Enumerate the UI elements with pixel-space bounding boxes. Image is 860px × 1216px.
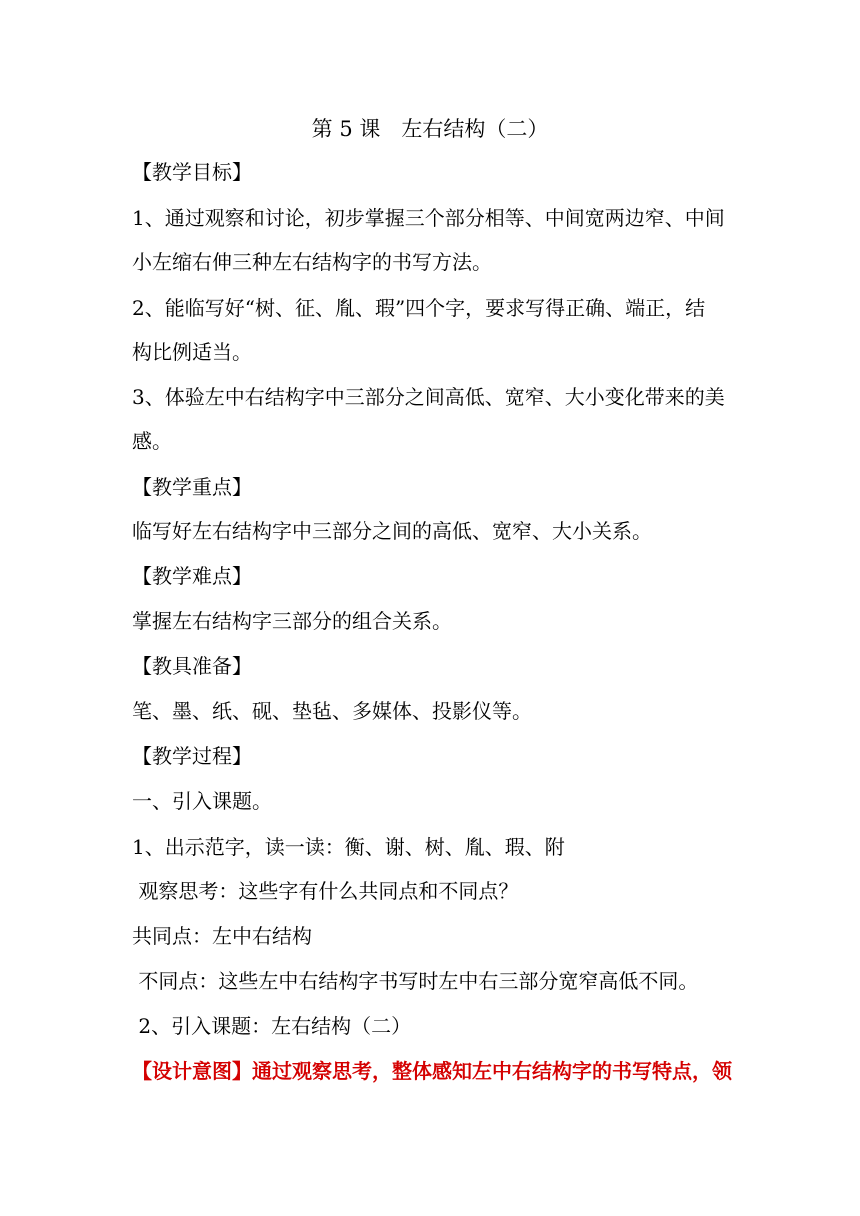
process-common: 共同点：左中右结构 (132, 924, 312, 948)
difficulties-text: 掌握左右结构字三部分的组合关系。 (132, 609, 452, 633)
process-observe: 观察思考：这些字有什么共同点和不同点？ (132, 879, 519, 903)
process-item-2: 2、引入课题：左右结构（二） (132, 1014, 412, 1038)
objective-2-line-2: 构比例适当。 (132, 340, 252, 364)
design-intent: 【设计意图】通过观察思考，整体感知左中右结构字的书写特点，领 (132, 1059, 732, 1083)
objective-1-line-2: 小左缩右伸三种左右结构字的书写方法。 (132, 250, 492, 274)
heading-difficulties: 【教学难点】 (132, 564, 252, 588)
heading-teaching-objectives: 【教学目标】 (132, 160, 252, 184)
heading-materials: 【教具准备】 (132, 654, 252, 678)
process-step-1: 一、引入课题。 (132, 789, 272, 813)
objective-3-line-1: 3、体验左中右结构字中三部分之间高低、宽窄、大小变化带来的美 (132, 385, 725, 409)
process-item-1: 1、出示范字，读一读：衡、谢、树、胤、瑕、附 (132, 835, 565, 859)
materials-text: 笔、墨、纸、砚、垫毡、多媒体、投影仪等。 (132, 699, 532, 723)
objective-3-line-2: 感。 (132, 429, 172, 453)
objective-1-line-1: 1、通过观察和讨论，初步掌握三个部分相等、中间宽两边窄、中间 (132, 206, 725, 230)
heading-process: 【教学过程】 (132, 744, 252, 768)
document-title: 第 5 课 左右结构（二） (311, 117, 549, 141)
heading-key-points: 【教学重点】 (132, 475, 252, 499)
key-points-text: 临写好左右结构字中三部分之间的高低、宽窄、大小关系。 (132, 519, 652, 543)
process-difference: 不同点：这些左中右结构字书写时左中右三部分宽窄高低不同。 (132, 969, 699, 993)
objective-2-line-1: 2、能临写好“树、征、胤、瑕”四个字，要求写得正确、端正，结 (132, 296, 706, 320)
